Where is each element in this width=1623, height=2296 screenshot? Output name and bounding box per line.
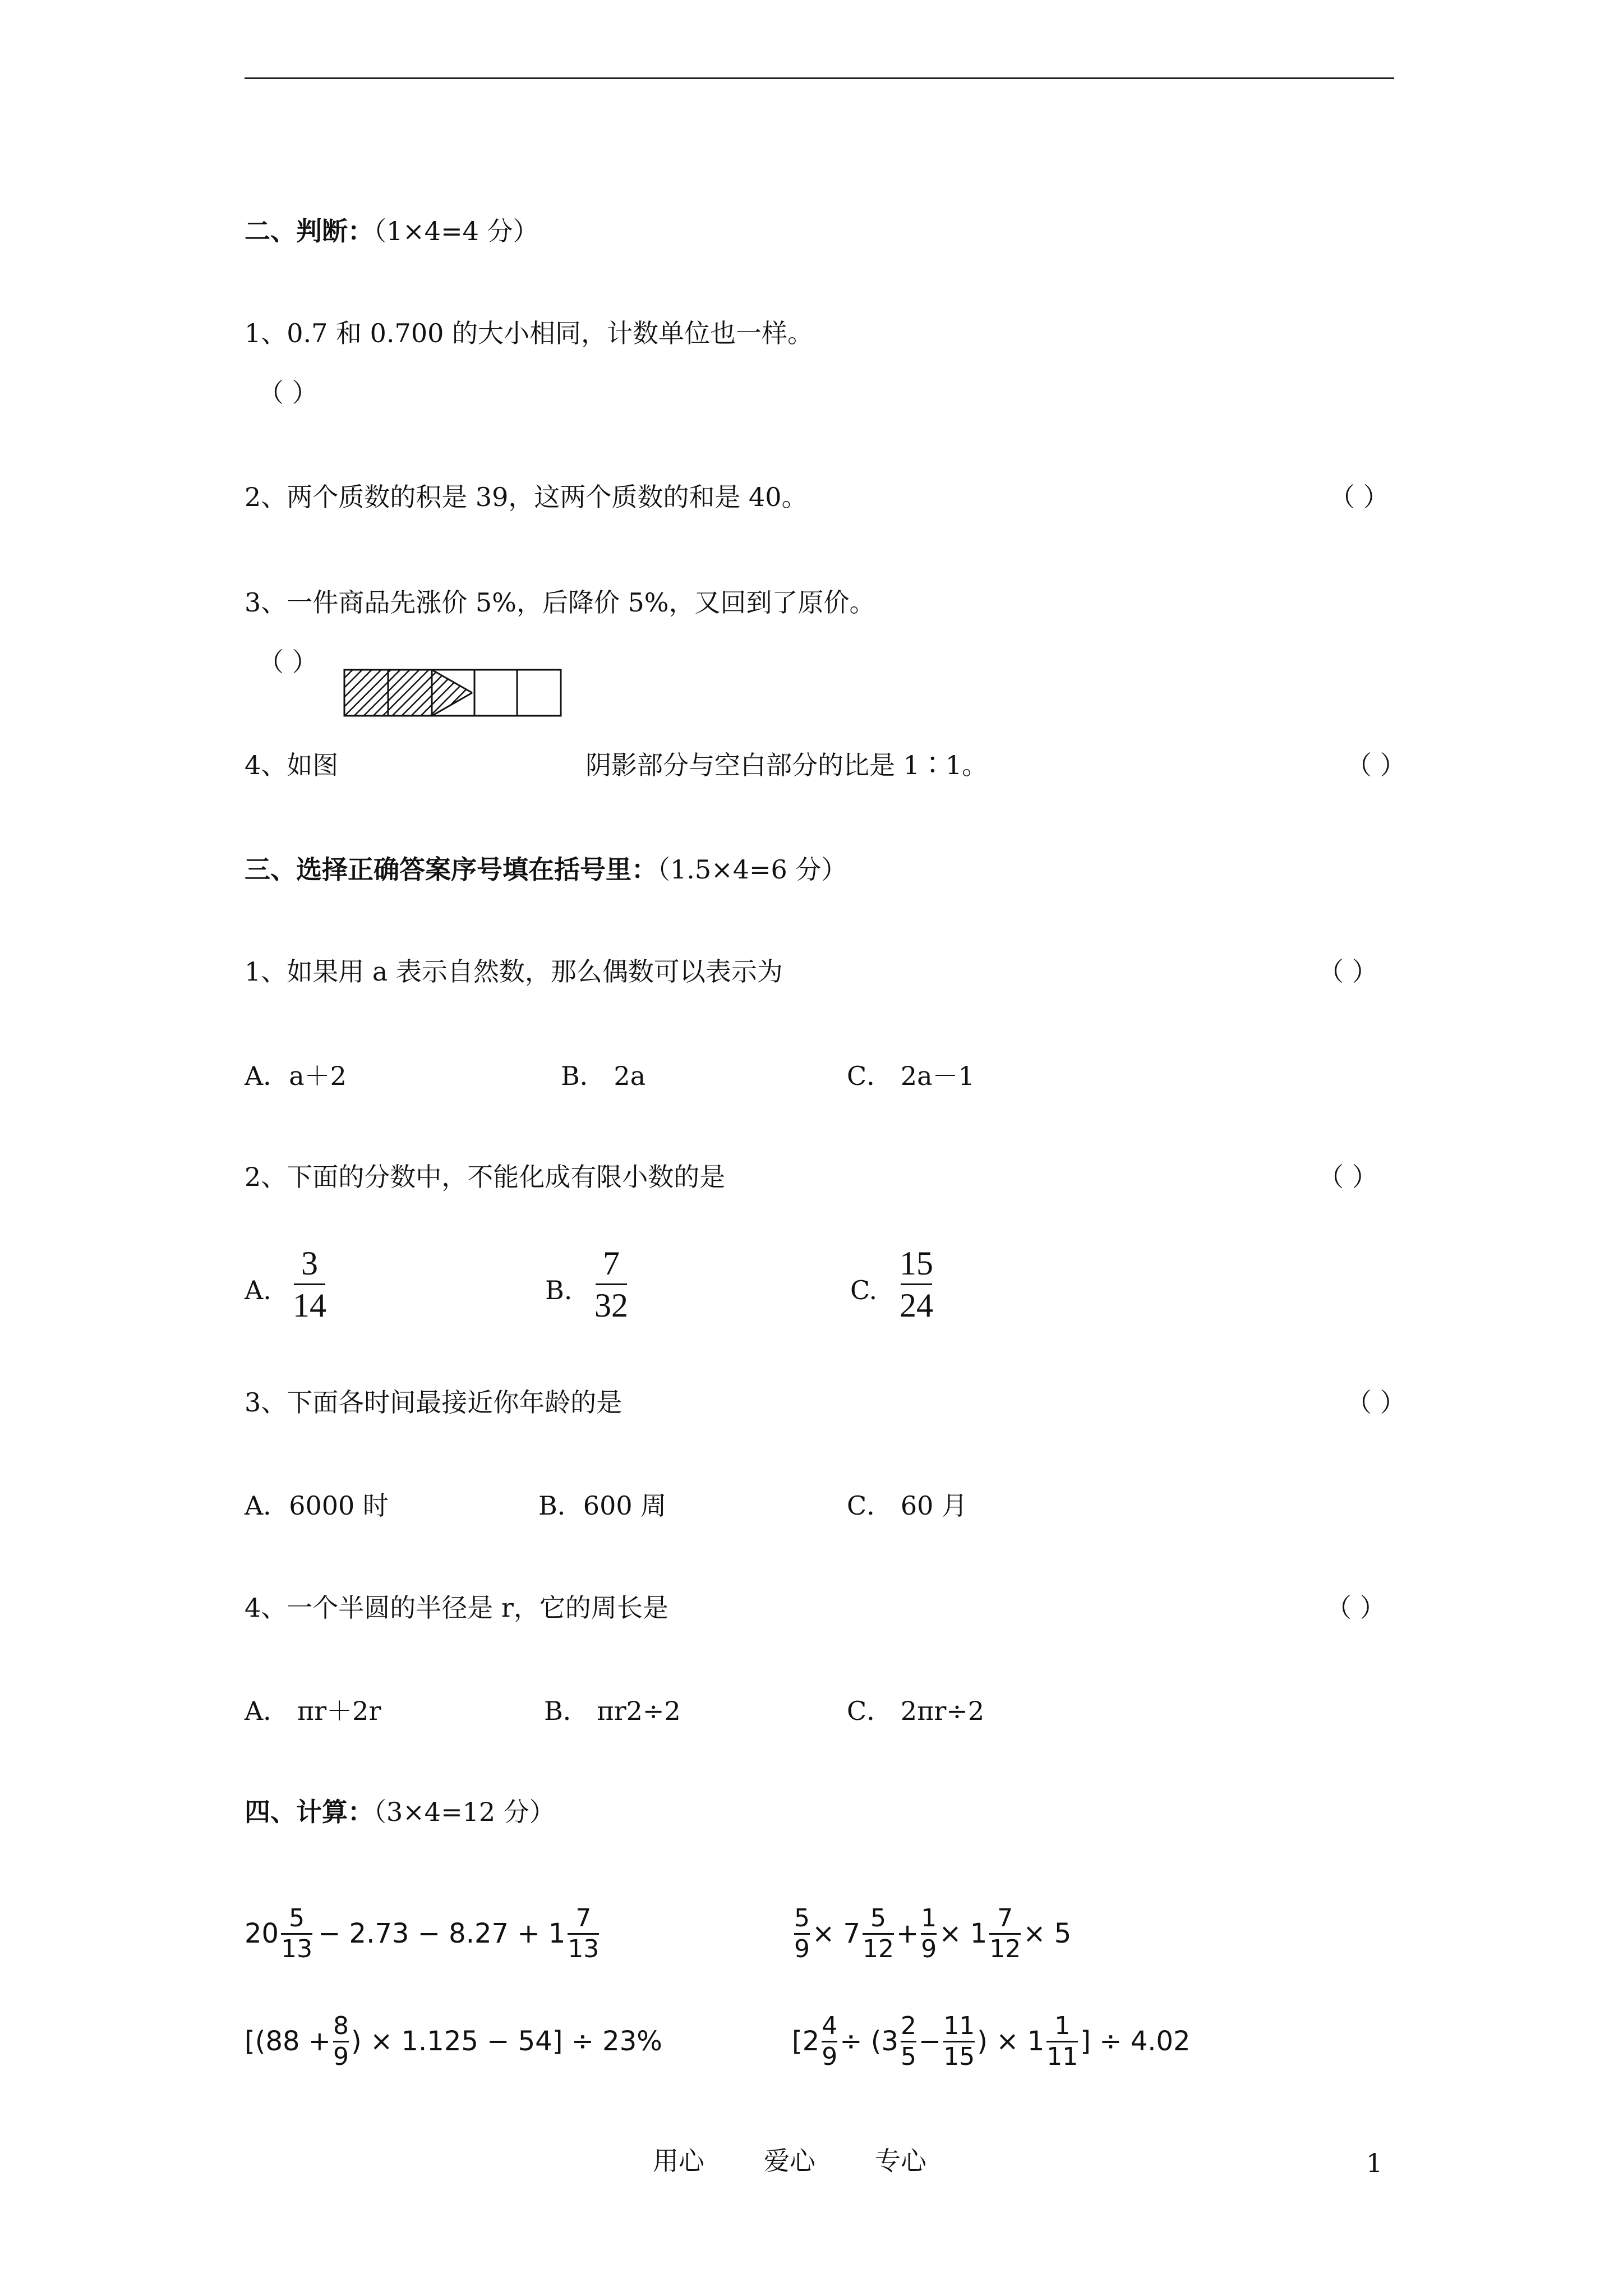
calc-expression-2: 5 9 × 7 5 12 + 1 9 × 1 7 12 × 5 (794, 1903, 1072, 1963)
s3-q2-text: 2、下面的分数中，不能化成有限小数的是 (245, 1162, 726, 1192)
s3-q2-label-a: A. (245, 1275, 271, 1305)
s3-q4-option-a[interactable]: A． πr＋2r (245, 1696, 381, 1726)
s3-q1-option-b[interactable]: B． 2a (561, 1061, 646, 1091)
s3-q3-option-c[interactable]: C． 60 月 (847, 1490, 967, 1521)
s2-item4-paren[interactable]: （ ） (1346, 750, 1406, 780)
s3-q4-paren[interactable]: （ ） (1326, 1593, 1386, 1623)
s3-q2-label-c: C. (850, 1275, 878, 1305)
s2-item3-paren[interactable]: （ ） (258, 647, 318, 677)
s3-q2-fraction-a[interactable]: 3 14 (293, 1245, 326, 1324)
calc-expression-1: 20 5 13 − 2.73 − 8.27 + 1 7 13 (245, 1903, 600, 1963)
footer-motto-1: 用心 (653, 2146, 704, 2176)
s2-item3-text: 3、一件商品先涨价 5%，后降价 5%，又回到了原价。 (245, 587, 875, 618)
footer-motto-2: 爱心 (764, 2146, 815, 2176)
footer-motto-3: 专心 (875, 2146, 926, 2176)
s3-q1-paren[interactable]: （ ） (1318, 956, 1378, 987)
s2-item1-text: 1、0.7 和 0.700 的大小相同，计数单位也一样。 (245, 318, 813, 348)
s3-q4-option-b[interactable]: B． πr2÷2 (544, 1696, 681, 1726)
s2-item2-text: 2、两个质数的积是 39，这两个质数的和是 40。 (245, 482, 808, 512)
header-rule (245, 77, 1394, 79)
page-number: 1 (1366, 2148, 1383, 2178)
s3-q1-option-a[interactable]: A．a＋2 (245, 1061, 347, 1091)
s2-item4-text-b: 阴影部分与空白部分的比是 1∶1。 (585, 750, 988, 780)
s2-item1-paren[interactable]: （ ） (258, 378, 318, 408)
calc-expression-3: [(88 + 8 9 ) × 1.125 − 54] ÷ 23% (245, 2011, 662, 2071)
s3-q2-fraction-c[interactable]: 15 24 (900, 1245, 933, 1324)
s3-q3-text: 3、下面各时间最接近你年龄的是 (245, 1387, 623, 1418)
s2-item4-text-a: 4、如图 (245, 750, 339, 780)
section2-heading: 二、判断：（1×4=4 分） (245, 216, 539, 246)
s3-q1-option-c[interactable]: C． 2a－1 (847, 1061, 975, 1091)
shaded-bar-figure (343, 669, 563, 718)
s3-q2-fraction-b[interactable]: 7 32 (594, 1245, 628, 1324)
s3-q3-paren[interactable]: （ ） (1346, 1387, 1406, 1418)
s3-q3-option-a[interactable]: A．6000 时 (245, 1490, 389, 1521)
s3-q3-option-b[interactable]: B．600 周 (538, 1490, 667, 1521)
s2-item2-paren[interactable]: （ ） (1329, 482, 1389, 512)
s3-q2-label-b: B. (545, 1275, 573, 1305)
section4-heading: 四、计算：（3×4=12 分） (245, 1797, 555, 1827)
s3-q4-option-c[interactable]: C． 2πr÷2 (847, 1696, 985, 1726)
section3-heading: 三、选择正确答案序号填在括号里：（1.5×4=6 分） (245, 854, 847, 885)
s3-q1-text: 1、如果用 a 表示自然数，那么偶数可以表示为 (245, 956, 783, 987)
s3-q4-text: 4、一个半圆的半径是 r，它的周长是 (245, 1593, 668, 1623)
calc-expression-4: [2 4 9 ÷ (3 2 5 − 11 15 ) × 1 1 11 ] ÷ 4.02 (792, 2011, 1191, 2071)
s3-q2-paren[interactable]: （ ） (1318, 1162, 1378, 1192)
